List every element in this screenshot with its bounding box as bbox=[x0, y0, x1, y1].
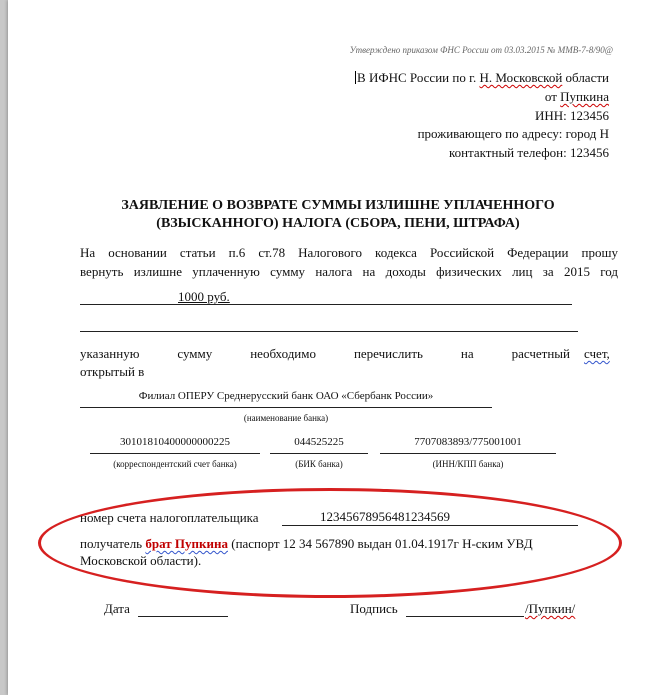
document-title-line1: ЗАЯВЛЕНИЕ О ВОЗВРАТЕ СУММЫ ИЗЛИШНЕ УПЛАЧЕННОГО bbox=[121, 198, 555, 213]
recipient-authority: В ИФНС России по г. Н. Московской области bbox=[357, 70, 609, 85]
recipient-line: получатель брат Пупкина (паспорт 12 34 567890 выдан 01.04.1917г Н-ским УВД bbox=[80, 536, 533, 551]
blank-line bbox=[80, 331, 578, 332]
date-label: Дата bbox=[104, 601, 130, 616]
opened-in: открытый в bbox=[80, 364, 145, 379]
document-title-line2: (ВЗЫСКАННОГО) НАЛОГА (СБОРА, ПЕНИ, ШТРАФА) bbox=[156, 216, 520, 231]
corr-account-value: 30101810400000000225 bbox=[120, 436, 230, 448]
text-cursor bbox=[355, 71, 356, 84]
amount-underline bbox=[80, 304, 572, 305]
bik-value: 044525225 bbox=[294, 436, 344, 448]
inn-kpp-value: 7707083893/775001001 bbox=[414, 436, 522, 448]
corr-account-line bbox=[90, 453, 260, 454]
corr-account-caption: (корреспондентский счет банка) bbox=[113, 459, 237, 469]
body-line-1: На основании статьи п.6 ст.78 Налогового кодекса Российской Федерации прошу bbox=[80, 245, 618, 260]
sign-line bbox=[406, 616, 524, 617]
applicant-inn: ИНН: 123456 bbox=[534, 108, 609, 123]
city-name: Н. Московской bbox=[479, 70, 563, 85]
account-value: 12345678956481234569 bbox=[320, 509, 450, 524]
account-label: номер счета налогоплательщика bbox=[80, 510, 259, 525]
bank-name-caption: (наименование банка) bbox=[243, 413, 329, 423]
bank-name: Филиал ОПЕРУ Среднерусский банк ОАО «Сбербанк России» bbox=[138, 390, 434, 402]
inn-kpp-line bbox=[380, 453, 556, 454]
bik-caption: (БИК банка) bbox=[295, 459, 343, 469]
date-line bbox=[138, 616, 228, 617]
transfer-line: указанную сумму необходимо перечислить на расчетный bbox=[80, 346, 570, 361]
document-page bbox=[8, 0, 659, 695]
body-line-2: вернуть излишне уплаченную сумму налога на доходы физических лиц за 2015 год bbox=[80, 264, 618, 279]
amount-value: 1000 руб. bbox=[178, 289, 230, 304]
recipient-name: брат Пупкина bbox=[145, 536, 228, 551]
applicant-name: от Пупкина bbox=[544, 89, 609, 104]
approval-note: Утверждено приказом ФНС России от 03.03.2015 № ММВ-7-8/90@ bbox=[349, 45, 613, 55]
recipient-line-2: Московской области). bbox=[80, 553, 202, 568]
applicant-address: проживающего по адресу: город Н bbox=[417, 126, 609, 141]
bank-name-line bbox=[80, 407, 492, 408]
account-line bbox=[282, 525, 578, 526]
transfer-line-end: счет, bbox=[584, 346, 610, 361]
signer-name: /Пупкин/ bbox=[525, 601, 576, 616]
applicant-phone: контактный телефон: 123456 bbox=[448, 145, 609, 160]
bik-line bbox=[270, 453, 368, 454]
inn-kpp-caption: (ИНН/КПП банка) bbox=[432, 459, 504, 469]
sign-label: Подпись bbox=[350, 601, 398, 616]
